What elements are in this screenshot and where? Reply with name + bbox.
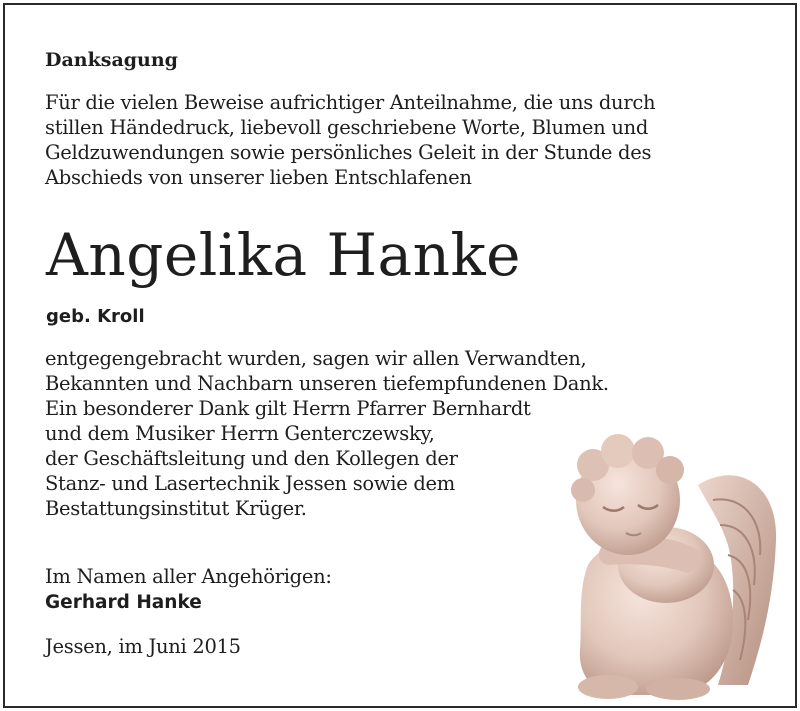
thanks-line: entgegengebracht wurden, sagen wir allen Verwandten, <box>45 347 587 370</box>
intro-paragraph <box>45 90 655 190</box>
on-behalf-line: Im Namen aller Angehörigen: <box>45 565 332 588</box>
place-date: Jessen, im Juni 2015 <box>45 635 241 658</box>
intro-line: stillen Händedruck, liebevoll geschriebene Worte, Blumen und <box>45 116 649 139</box>
thanks-line: Bestattungsinstitut Krüger. <box>45 497 307 520</box>
maiden-name: geb. Kroll <box>46 306 145 327</box>
intro-line: Für die vielen Beweise aufrichtiger Anteilnahme, die uns durch <box>45 91 656 114</box>
deceased-name: Angelika Hanke <box>46 221 521 289</box>
intro-line: Abschieds von unserer lieben Entschlafenen <box>45 166 472 189</box>
thanks-paragraph <box>45 346 609 521</box>
thanks-line: der Geschäftsleitung und den Kollegen der <box>45 447 458 470</box>
notice-heading: Danksagung <box>45 49 178 71</box>
signer-name: Gerhard Hanke <box>45 592 202 613</box>
thanks-line: und dem Musiker Herrn Genterczewsky, <box>45 422 435 445</box>
thanks-line: Ein besonderer Dank gilt Herrn Pfarrer Bernhardt <box>45 397 531 420</box>
angel-figurine-icon <box>548 415 788 701</box>
thanks-line: Stanz- und Lasertechnik Jessen sowie dem <box>45 472 455 495</box>
thanks-line: Bekannten und Nachbarn unseren tiefempfundenen Dank. <box>45 372 609 395</box>
intro-line: Geldzuwendungen sowie persönliches Geleit in der Stunde des <box>45 141 652 164</box>
